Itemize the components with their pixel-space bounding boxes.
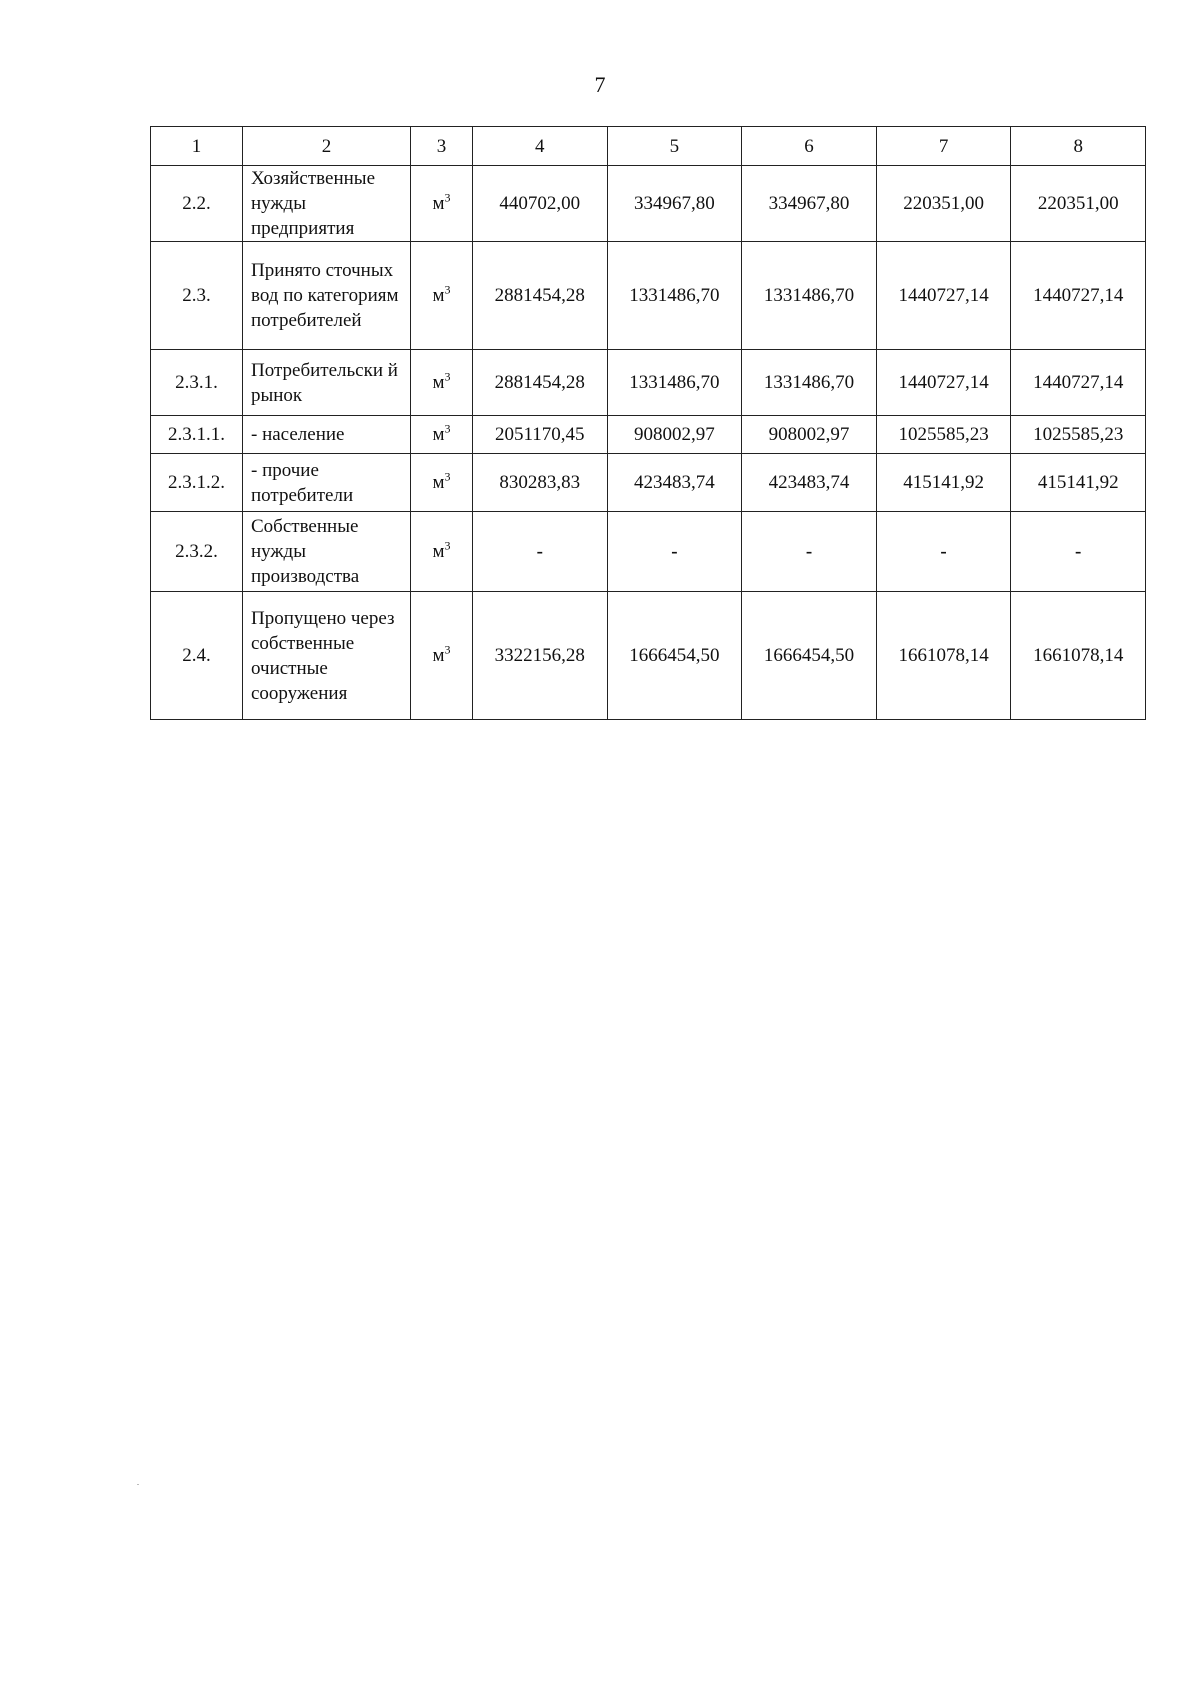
row-unit (411, 454, 473, 512)
value-cell: 908002,97 (607, 416, 742, 454)
value-cell: 1661078,14 (1011, 592, 1146, 720)
value-cell: 440702,00 (473, 166, 608, 242)
value-cell: - (742, 512, 877, 592)
table-row (151, 454, 1146, 512)
header-cell: 4 (473, 127, 608, 166)
unit-base: м (432, 541, 445, 562)
unit-exponent: 3 (444, 642, 451, 657)
row-code: 2.3.1.1. (151, 416, 243, 454)
value-cell: 334967,80 (607, 166, 742, 242)
unit-exponent: 3 (444, 469, 451, 484)
row-code: 2.2. (151, 166, 243, 242)
table-row (151, 416, 1146, 454)
value-cell: 1331486,70 (742, 350, 877, 416)
value-cell: 2051170,45 (473, 416, 608, 454)
value-cell: 1025585,23 (876, 416, 1011, 454)
row-unit (411, 416, 473, 454)
unit-exponent: 3 (444, 538, 451, 553)
header-cell: 5 (607, 127, 742, 166)
unit-base: м (432, 193, 445, 214)
unit-base: м (432, 372, 445, 393)
value-cell: - (607, 512, 742, 592)
unit-exponent: 3 (444, 421, 451, 436)
table-row (151, 166, 1146, 242)
value-cell: 2881454,28 (473, 350, 608, 416)
value-cell: 1331486,70 (607, 242, 742, 350)
unit-base: м (432, 472, 445, 493)
row-name: Хозяйственные нужды предприятия (243, 166, 411, 242)
value-cell: 423483,74 (742, 454, 877, 512)
row-code: 2.3.1. (151, 350, 243, 416)
header-cell: 2 (243, 127, 411, 166)
page-number: 7 (594, 72, 606, 97)
value-cell: 415141,92 (876, 454, 1011, 512)
row-unit (411, 592, 473, 720)
row-name: - прочие потребители (243, 454, 411, 512)
table-header-row (151, 127, 1146, 166)
scan-speck (137, 1484, 139, 1485)
row-unit (411, 512, 473, 592)
header-cell: 6 (742, 127, 877, 166)
value-cell: 1666454,50 (607, 592, 742, 720)
value-cell: 1440727,14 (876, 350, 1011, 416)
header-cell: 3 (411, 127, 473, 166)
row-code: 2.3.1.2. (151, 454, 243, 512)
table-row (151, 350, 1146, 416)
value-cell: 1440727,14 (1011, 242, 1146, 350)
value-cell: 1331486,70 (607, 350, 742, 416)
unit-exponent: 3 (444, 190, 451, 205)
value-cell: - (876, 512, 1011, 592)
unit-exponent: 3 (444, 369, 451, 384)
value-cell: 2881454,28 (473, 242, 608, 350)
row-code: 2.4. (151, 592, 243, 720)
row-unit (411, 166, 473, 242)
value-cell: 220351,00 (1011, 166, 1146, 242)
row-unit (411, 350, 473, 416)
value-cell: - (473, 512, 608, 592)
value-cell: 415141,92 (1011, 454, 1146, 512)
row-name: Принято сточных вод по категориям потребителей (243, 242, 411, 350)
row-name: Собственные нужды производства (243, 512, 411, 592)
data-table (150, 126, 1146, 720)
value-cell: 1331486,70 (742, 242, 877, 350)
value-cell: 1661078,14 (876, 592, 1011, 720)
header-cell: 8 (1011, 127, 1146, 166)
value-cell: 1440727,14 (876, 242, 1011, 350)
value-cell: 908002,97 (742, 416, 877, 454)
value-cell: 220351,00 (876, 166, 1011, 242)
unit-base: м (432, 645, 445, 666)
row-code: 2.3.2. (151, 512, 243, 592)
value-cell: 334967,80 (742, 166, 877, 242)
table-row (151, 512, 1146, 592)
row-code: 2.3. (151, 242, 243, 350)
value-cell: 1666454,50 (742, 592, 877, 720)
value-cell: - (1011, 512, 1146, 592)
row-name: Пропущено через собственные очистные сооружения (243, 592, 411, 720)
value-cell: 423483,74 (607, 454, 742, 512)
row-name: - население (243, 416, 411, 454)
table-row (151, 242, 1146, 350)
value-cell: 1025585,23 (1011, 416, 1146, 454)
unit-base: м (432, 424, 445, 445)
row-name: Потребительски й рынок (243, 350, 411, 416)
value-cell: 830283,83 (473, 454, 608, 512)
header-cell: 1 (151, 127, 243, 166)
value-cell: 3322156,28 (473, 592, 608, 720)
unit-exponent: 3 (444, 282, 451, 297)
header-cell: 7 (876, 127, 1011, 166)
table-row (151, 592, 1146, 720)
value-cell: 1440727,14 (1011, 350, 1146, 416)
row-unit (411, 242, 473, 350)
unit-base: м (432, 285, 445, 306)
